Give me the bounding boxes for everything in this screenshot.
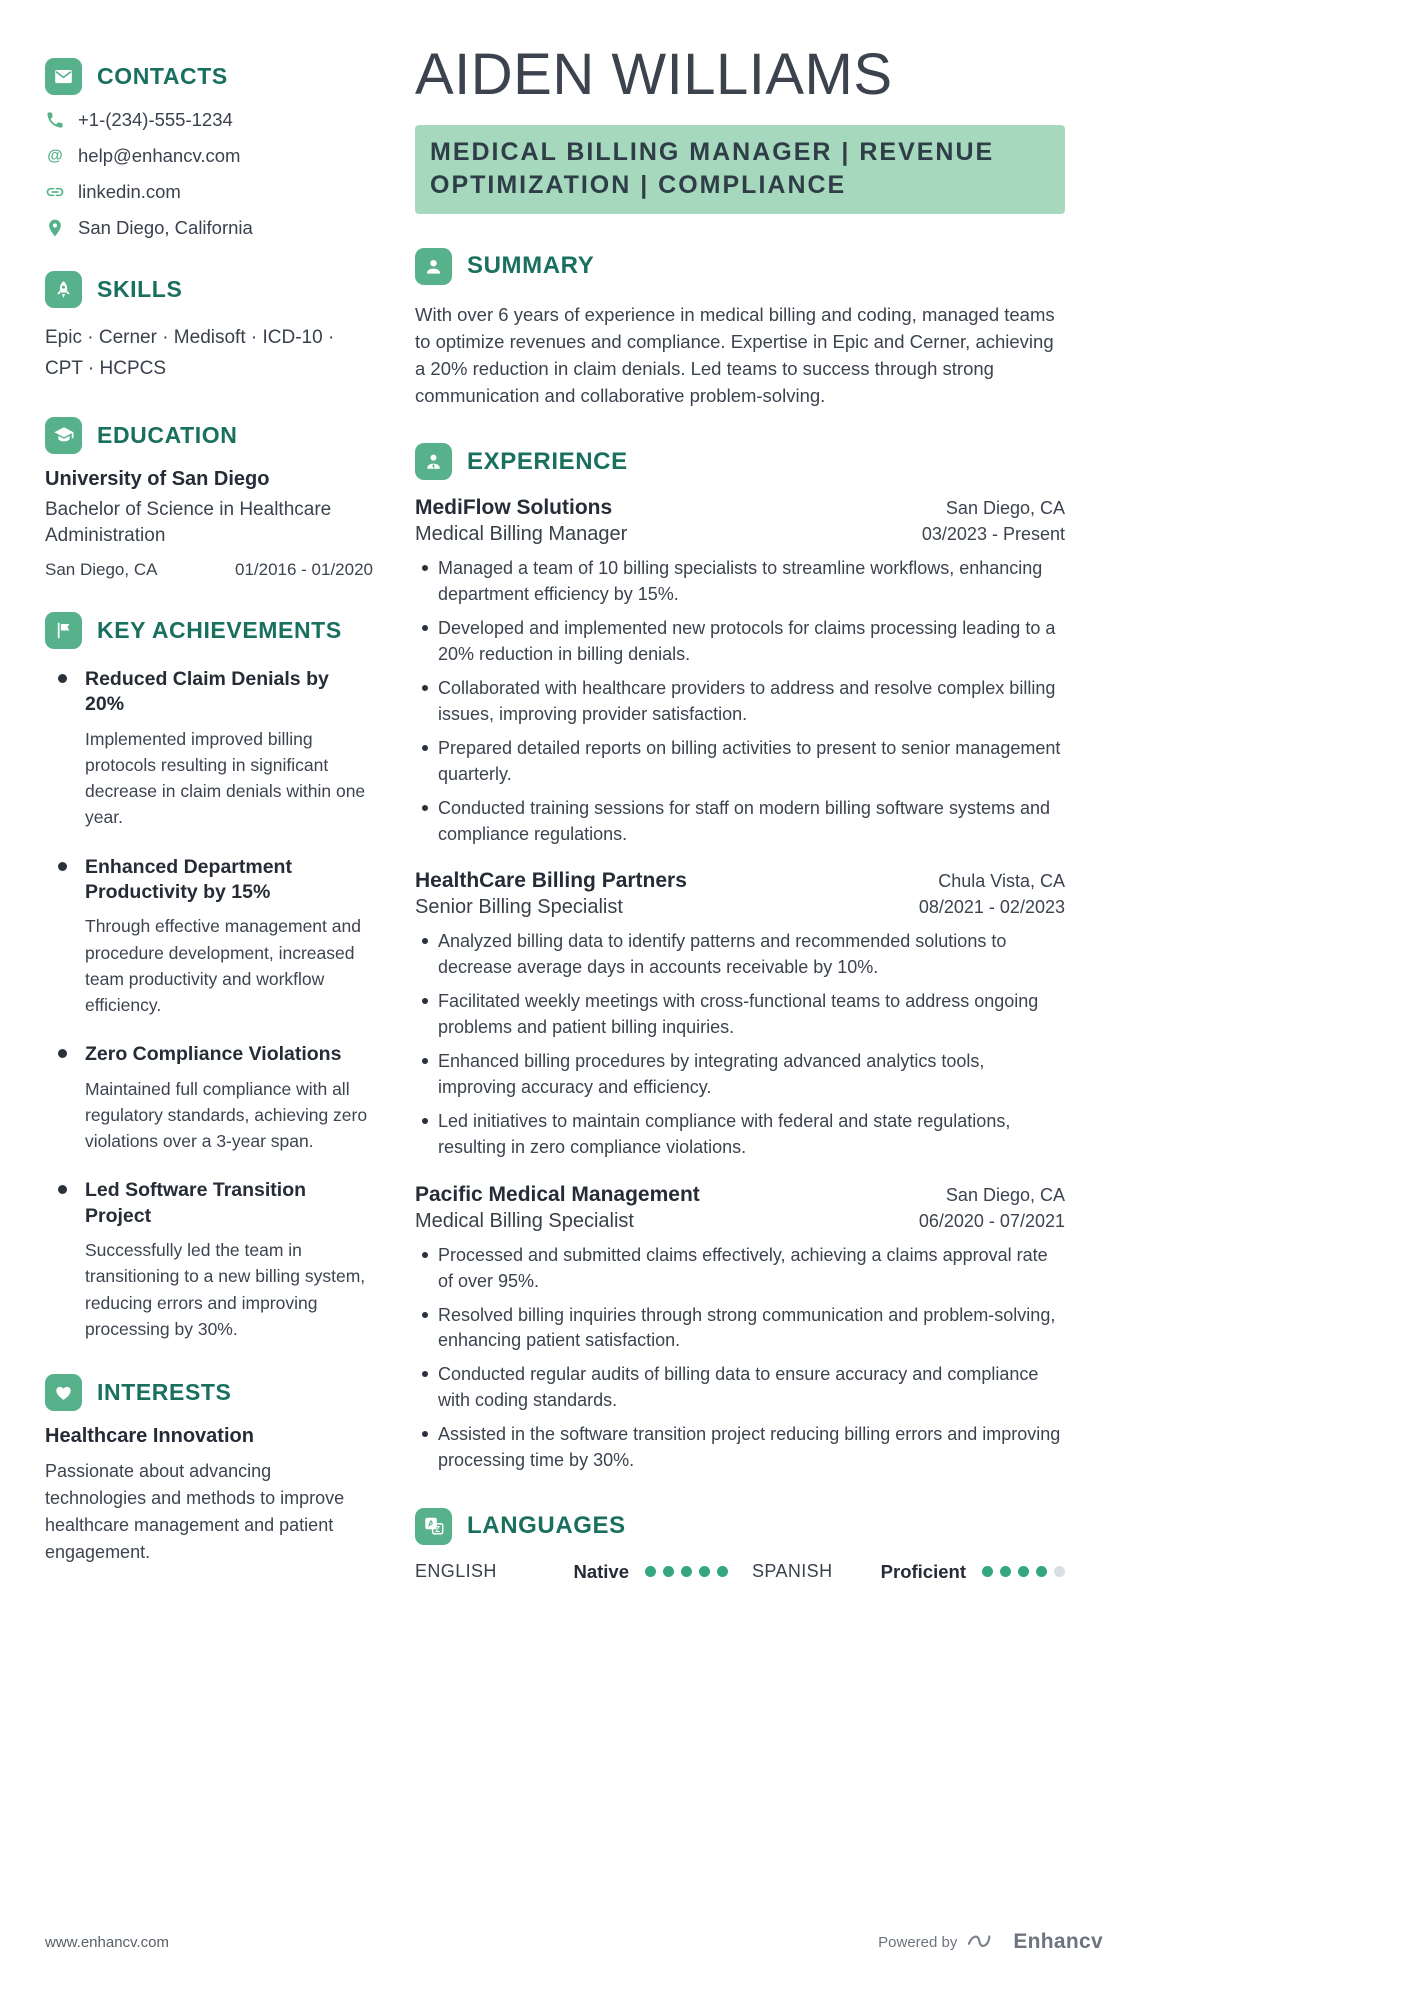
job-title-highlight: MEDICAL BILLING MANAGER | REVENUE OPTIMIZATION | COMPLIANCE: [415, 125, 1065, 214]
achievement-title: Enhanced Department Productivity by 15%: [85, 855, 292, 903]
job-role: Senior Billing Specialist: [415, 896, 623, 919]
experience-section: [415, 443, 1065, 1474]
job-subheader-row: [415, 1207, 1065, 1233]
link-icon: [45, 182, 65, 202]
translate-icon: [415, 1508, 452, 1545]
job-bullet: Resolved billing inquiries through strong communication and problem-solving, enhancing patient satisfaction.: [415, 1303, 1065, 1355]
achievement-title: Zero Compliance Violations: [85, 1043, 342, 1066]
job-bullet: Enhanced billing procedures by integrating advanced analytics tools, improving accuracy and efficiency.: [415, 1049, 1065, 1101]
contacts-section: [45, 58, 373, 239]
envelope-icon: [45, 58, 82, 95]
job-location: Chula Vista, CA: [938, 871, 1065, 892]
languages-title: LANGUAGES: [467, 1512, 626, 1540]
language-entry: [415, 1561, 728, 1583]
interest-text: Passionate about advancing technologies and methods to improve healthcare management and patient engagement.: [45, 1461, 345, 1563]
contacts-title: CONTACTS: [97, 63, 228, 89]
contact-email-text: help@enhancv.com: [78, 145, 241, 166]
contact-location-text: San Diego, California: [78, 217, 253, 238]
job-header-row: [415, 869, 1065, 893]
contact-phone-text: +1-(234)-555-1234: [78, 109, 233, 130]
person-name: AIDEN WILLIAMS: [415, 42, 893, 107]
education-meta: [45, 560, 373, 580]
achievement-item: [45, 1178, 373, 1342]
contacts-header: [45, 58, 373, 95]
job-dates: 03/2023 - Present: [921, 524, 1065, 545]
contact-phone[interactable]: [45, 109, 373, 131]
contact-link[interactable]: [45, 181, 373, 203]
experience-title: EXPERIENCE: [467, 447, 628, 475]
achievement-text: Through effective management and procedure development, increased team productivity and workflow efficiency.: [85, 916, 361, 1015]
svg-text:A: A: [427, 1519, 434, 1530]
job-bullets: [415, 929, 1065, 1160]
job-dates: 08/2021 - 02/2023: [918, 897, 1065, 918]
job-header-row: [415, 496, 1065, 520]
job-entry: [415, 869, 1065, 1160]
experience-header: [415, 443, 1065, 480]
job-bullets: [415, 556, 1065, 847]
achievements-header: [45, 612, 373, 649]
job-entry: [415, 496, 1065, 847]
summary-text: With over 6 years of experience in medical billing and coding, managed teams to optimize revenues and compliance. Expertise in Epic and Cerner, achieving a 20% reduction in claim denials. Led teams to success through strong communication and collaborative problem-solving.: [415, 303, 1055, 407]
location-icon: [45, 218, 65, 238]
powered-by[interactable]: [878, 1928, 1103, 1956]
company-name: Pacific Medical Management: [415, 1182, 700, 1206]
education-location: San Diego, CA: [45, 559, 158, 579]
skills-header: [45, 271, 373, 308]
job-subheader-row: [415, 893, 1065, 919]
job-role: Medical Billing Manager: [415, 523, 628, 546]
summary-title: SUMMARY: [467, 252, 595, 280]
education-section: [45, 417, 373, 580]
job-bullet: Prepared detailed reports on billing activities to present to senior management quarterly.: [415, 736, 1065, 788]
language-level: Native: [573, 1560, 629, 1582]
footer-website[interactable]: www.enhancv.com: [45, 1933, 169, 1951]
interest-title: Healthcare Innovation: [45, 1425, 254, 1448]
sidebar: [45, 44, 373, 1583]
achievement-item: [45, 667, 373, 831]
job-bullet: Conducted training sessions for staff on modern billing software systems and compliance regulations.: [415, 796, 1065, 848]
resume-columns: [45, 44, 1065, 1583]
job-header-row: [415, 1183, 1065, 1207]
interests-header: [45, 1374, 373, 1411]
job-bullet: Processed and submitted claims effectively, achieving a claims approval rate of over 95%.: [415, 1243, 1065, 1295]
job-bullet: Managed a team of 10 billing specialists to streamline workflows, enhancing department efficiency by 15%.: [415, 556, 1065, 608]
achievement-text: Successfully led the team in transitioning to a new billing system, reducing errors and improving processing by 30%.: [85, 1240, 366, 1339]
achievement-text: Maintained full compliance with all regulatory standards, achieving zero violations over a 3-year span.: [85, 1078, 368, 1152]
interest-item: [45, 1425, 373, 1566]
skills-section: [45, 271, 373, 385]
summary-header: [415, 248, 1065, 285]
languages-header: [415, 1508, 1065, 1545]
languages-row: [415, 1561, 1065, 1583]
education-dates: 01/2016 - 01/2020: [234, 559, 373, 579]
job-dates: 06/2020 - 07/2021: [918, 1210, 1065, 1231]
job-bullet: Collaborated with healthcare providers to address and resolve complex billing issues, improving provider satisfaction.: [415, 676, 1065, 728]
graduation-cap-icon: [45, 417, 82, 454]
powered-by-label: Powered by: [878, 1933, 958, 1951]
job-role: Medical Billing Specialist: [415, 1209, 634, 1232]
at-icon: [45, 146, 65, 166]
contact-link-text: linkedin.com: [78, 181, 181, 202]
skills-title: SKILLS: [97, 276, 183, 302]
interests-title: INTERESTS: [97, 1379, 232, 1406]
page-footer: [45, 1928, 1103, 1956]
achievements-title: KEY ACHIEVEMENTS: [97, 616, 342, 643]
summary-section: [415, 248, 1065, 410]
contact-list: [45, 109, 373, 239]
job-bullet: Assisted in the software transition project reducing billing errors and improving processing time by 30%.: [415, 1422, 1065, 1474]
achievement-item: [45, 1042, 373, 1154]
contact-location: [45, 217, 373, 239]
language-entry: [752, 1561, 1065, 1583]
language-level: Proficient: [880, 1560, 966, 1582]
job-bullet: Conducted regular audits of billing data to ensure accuracy and compliance with coding standards.: [415, 1362, 1065, 1414]
job-entry: [415, 1183, 1065, 1474]
education-title: EDUCATION: [97, 421, 238, 448]
flag-icon: [45, 612, 82, 649]
achievements-section: [45, 612, 373, 1342]
svg-text:Z: Z: [434, 1525, 440, 1535]
contact-email[interactable]: [45, 145, 373, 167]
language-rating-dots: [645, 1566, 728, 1577]
job-bullet: Analyzed billing data to identify patterns and recommended solutions to decrease average days in accounts receivable by 10%.: [415, 929, 1065, 981]
job-bullet: Facilitated weekly meetings with cross-functional teams to address ongoing problems and patient billing inquiries.: [415, 989, 1065, 1041]
job-bullets: [415, 1243, 1065, 1474]
phone-icon: [45, 110, 65, 130]
achievement-title: Reduced Claim Denials by 20%: [85, 667, 329, 716]
achievement-item: [45, 855, 373, 1019]
job-subheader-row: [415, 520, 1065, 546]
education-degree: Bachelor of Science in Healthcare Administration: [45, 498, 332, 547]
job-location: San Diego, CA: [945, 498, 1065, 519]
enhancv-logo: [966, 1928, 1004, 1956]
language-name: SPANISH: [752, 1561, 833, 1582]
rocket-icon: [45, 271, 82, 308]
language-name: ENGLISH: [415, 1561, 497, 1582]
heart-icon: [45, 1374, 82, 1411]
education-school: University of San Diego: [45, 467, 270, 490]
job-location: San Diego, CA: [945, 1184, 1065, 1205]
company-name: HealthCare Billing Partners: [415, 869, 687, 893]
interests-section: [45, 1374, 373, 1566]
skills-list: Epic · Cerner · Medisoft · ICD-10 · CPT · HCPCS: [45, 327, 335, 380]
language-rating-dots: [982, 1566, 1065, 1577]
languages-section: [415, 1508, 1065, 1583]
main-column: [415, 44, 1065, 1583]
svg-text:@: @: [47, 147, 63, 165]
person-icon: [415, 248, 452, 285]
achievement-title: Led Software Transition Project: [85, 1179, 307, 1227]
achievement-text: Implemented improved billing protocols resulting in significant decrease in claim denials within one year.: [85, 728, 366, 828]
person-tie-icon: [415, 443, 452, 480]
company-name: MediFlow Solutions: [415, 496, 613, 520]
education-header: [45, 417, 373, 454]
job-bullet: Led initiatives to maintain compliance with federal and state regulations, resulting in zero compliance violations.: [415, 1109, 1065, 1161]
job-bullet: Developed and implemented new protocols for claims processing leading to a 20% reduction in billing denials.: [415, 616, 1065, 668]
enhancv-brand: Enhancv: [1013, 1930, 1103, 1953]
